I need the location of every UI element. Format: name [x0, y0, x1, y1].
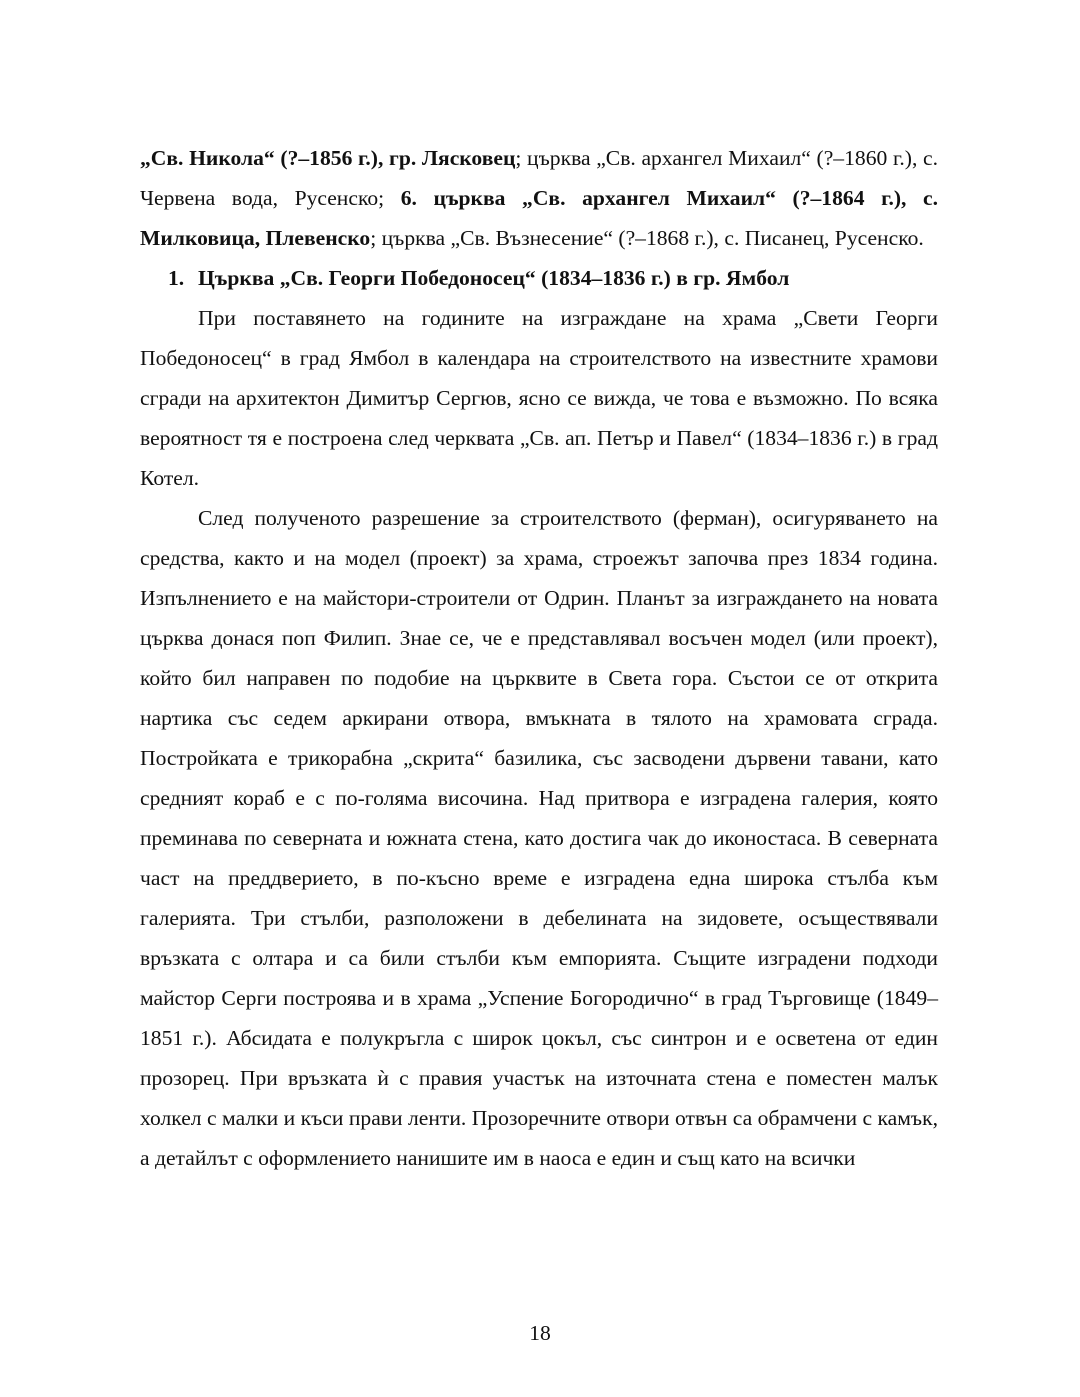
intro-bold-2: 6. църква „Св. архангел Михаил“ (?–1864 г.), с. Милковица, Плевенско — [140, 186, 938, 250]
body-paragraph-1: При поставянето на годините на изграждане на храма „Свети Георги Победоносец“ в град Ямбол в календара на строителството на известните храмови сгради на архитектон Димитър Сергюв, ясно се вижда, че това е възможно. По всяка вероятност тя е построена след черквата „Св. ап. Петър и Павел“ (1834–1836 г.) в град Котел. — [140, 306, 938, 490]
document-page — [140, 138, 938, 1178]
section-number: 1. — [168, 266, 185, 290]
intro-plain-1: ; църква „Св. архангел Михаил“ (?–1860 г.), с. Червена вода, Русенско; — [140, 146, 939, 210]
page-number: 18 — [529, 1321, 551, 1345]
intro-paragraph — [140, 138, 938, 258]
intro-bold-1: „Св. Никола“ (?–1856 г.), гр. Лясковец — [140, 146, 516, 170]
body-paragraph-2: След полученото разрешение за строителството (ферман), осигуряването на средства, както и на модел (проект) за храма, строежът започва през 1834 година. Изпълнението е на майстори-строители от Одрин. Планът за изграждането на новата църква донася поп Филип. Знае се, че е представлявал восъчен модел (или проект), който бил направен по подобие на църквите в Света гора. Състои се от открита нартика със седем аркирани отвора, вмъкната в тялото на храмовата сграда. Постройката е трикорабна „скрита“ базилика, със засводени дървени тавани, като средният кораб е с по-голяма височина. Над притвора е изградена галерия, която преминава по северната и южната стена, като достига чак до иконостаса. В северната част на преддверието, в по-късно време е изградена една широка стълба към галерията. Три стълби, разположени в дебелината на зидовете, осъществявали връзката с олтара и са били стълби към емпорията. Същите изградени подходи майстор Серги построява и в храма „Успение Богородично“ в град Търговище (1849–1851 г.). Абсидата е полукръгла с широк цокъл, със синтрон и е осветена от един прозорец. При връзката ѝ с правия участък на източната стена е поместен малък холкел с малки и къси прави ленти. Прозоречните отвори отвън са обрамчени с камък, а детайлът с оформлението нанишите им в наоса е един и същ като на всички — [140, 506, 938, 1170]
intro-plain-2: ; църква „Св. Възнесение“ (?–1868 г.), с. Писанец, Русенско. — [370, 226, 924, 250]
section-title: Църква „Св. Георги Победоносец“ (1834–1836 г.) в гр. Ямбол — [198, 266, 790, 290]
section-heading — [140, 258, 938, 298]
